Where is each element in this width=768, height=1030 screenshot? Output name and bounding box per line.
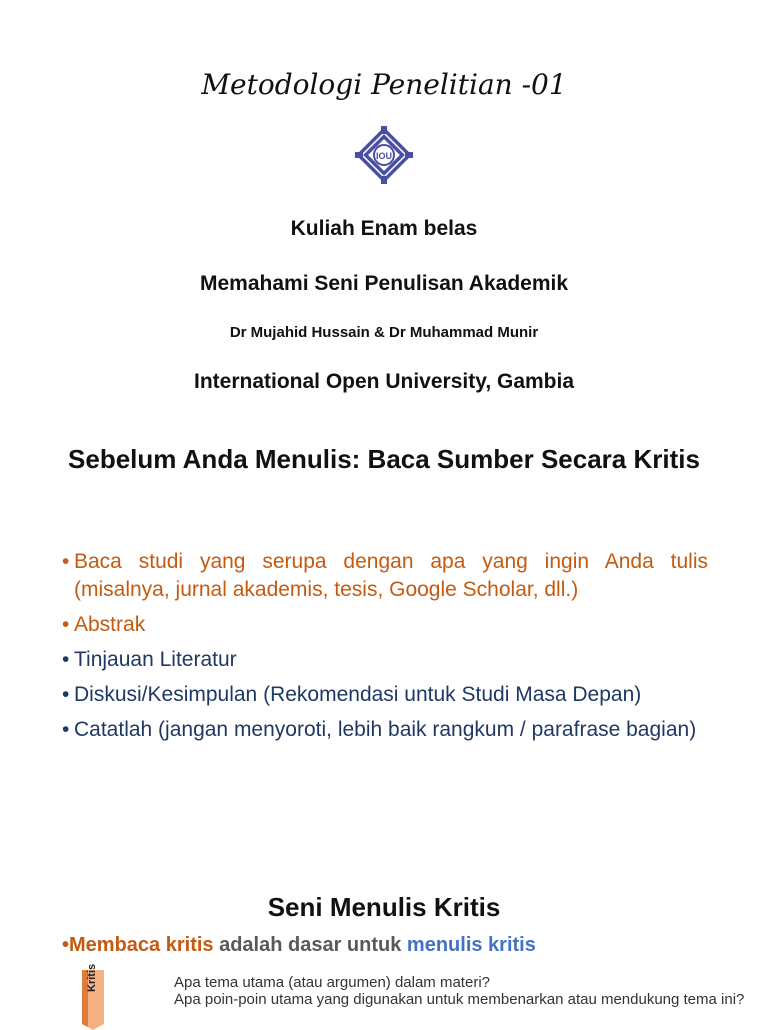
slide2-title: Sebelum Anda Menulis: Baca Sumber Secara Kritis: [68, 444, 700, 474]
bullet-dot: •: [62, 934, 70, 956]
list-item: [62, 611, 708, 639]
bullet-middle-text: adalah dasar untuk: [213, 934, 407, 956]
bullet-dot: •: [62, 613, 70, 636]
bullet-text: Baca studi yang serupa dengan apa yang ingin Anda tulis (misalnya, jurnal akademis, tesis, Google Scholar, dll.): [74, 550, 708, 601]
bullet-text: Diskusi/Kesimpulan (Rekomendasi untuk Studi Masa Depan): [74, 683, 642, 706]
bullet-dot: •: [62, 683, 70, 706]
list-item: [158, 974, 760, 991]
question-text: Apa tema utama (atau argumen) dalam materi?: [174, 974, 490, 991]
course-title: Metodologi Penelitian -01: [201, 68, 567, 101]
logo-text: IOU: [375, 151, 393, 161]
bullet-text: Abstrak: [74, 613, 146, 636]
highlight-critical-writing: menulis kritis: [406, 934, 536, 956]
list-item: [62, 646, 708, 674]
bullet-dot: •: [62, 718, 70, 741]
kritis-label: Kritis: [86, 963, 98, 992]
authors: Dr Mujahid Hussain & Dr Muhammad Munir: [229, 324, 539, 341]
slide-read-critically: [0, 420, 768, 840]
bullet-dot: •: [62, 648, 70, 671]
bullet-text: Catatlah (jangan menyoroti, lebih baik rangkum / parafrase bagian): [74, 718, 697, 741]
bullet-list: [62, 548, 708, 751]
university-name: International Open University, Gambia: [193, 370, 575, 393]
highlight-critical-reading: Membaca kritis: [69, 934, 214, 956]
slide3-title: Seni Menulis Kritis: [267, 892, 501, 922]
critical-reading-bullet: [62, 934, 536, 957]
lecture-number: Kuliah Enam belas: [290, 217, 478, 240]
slide-title: [0, 0, 768, 420]
question-text: Apa poin-poin utama yang digunakan untuk membenarkan atau mendukung tema ini?: [174, 991, 745, 1008]
list-item: [62, 681, 708, 709]
lecture-topic: Memahami Seni Penulisan Akademik: [199, 272, 569, 295]
list-item: [158, 991, 760, 1008]
slide-critical-writing: [0, 840, 768, 1024]
question-list: [158, 974, 760, 1008]
list-item: [62, 548, 708, 604]
list-item: [62, 716, 708, 744]
bullet-text: Tinjauan Literatur: [74, 648, 237, 671]
bullet-dot: •: [62, 550, 70, 573]
university-logo-icon: [349, 120, 419, 190]
